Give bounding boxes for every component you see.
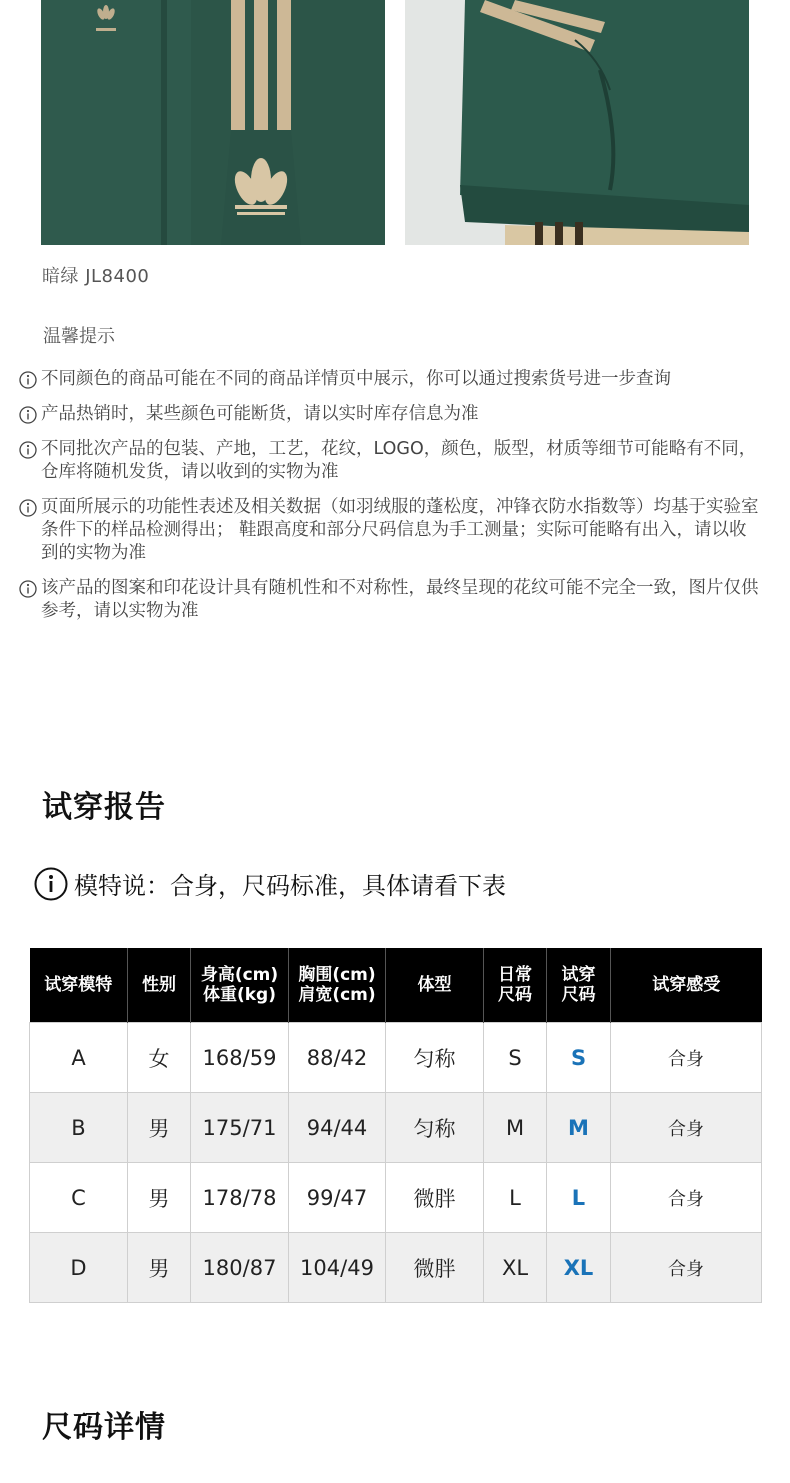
notice-title: 温馨提示 [43,326,115,347]
notice-item [17,496,762,565]
notice-item [17,438,762,484]
info-circle-icon [34,867,68,901]
notice-list [17,368,762,635]
cell-model: A [30,1023,128,1093]
cell-feeling: 合身 [611,1163,762,1233]
cell-height-weight: 175/71 [191,1093,289,1163]
model-says-text: 模特说：合身，尺码标准，具体请看下表 [74,872,506,900]
cell-feeling: 合身 [611,1233,762,1303]
cell-model: D [30,1233,128,1303]
notice-text: 该产品的图案和印花设计具有随机性和不对称性，最终呈现的花纹可能不完全一致，图片仅供参考，请以实物为准 [41,578,759,621]
cell-height-weight: 168/59 [191,1023,289,1093]
cell-body-type: 微胖 [386,1233,484,1303]
cell-height-weight: 180/87 [191,1233,289,1303]
size-details-title: 尺码详情 [42,1410,166,1445]
header-gender: 性别 [128,948,191,1023]
cell-height-weight: 178/78 [191,1163,289,1233]
model-says [34,866,506,901]
cell-body-type: 微胖 [386,1163,484,1233]
info-circle-icon [19,371,37,389]
cell-model: C [30,1163,128,1233]
info-circle-icon [19,580,37,598]
cell-usual-size: S [484,1023,547,1093]
cell-chest-shoulder: 99/47 [289,1163,386,1233]
notice-text: 页面所展示的功能性表述及相关数据（如羽绒服的蓬松度，冲锋衣防水指数等）均基于实验室条件下的样品检测得出； 鞋跟高度和部分尺码信息为手工测量；实际可能略有出入，请以收到的实物为准 [41,497,759,563]
table-row [30,1233,762,1303]
cell-body-type: 匀称 [386,1023,484,1093]
header-feeling: 试穿感受 [611,948,762,1023]
info-circle-icon [19,406,37,424]
notice-text: 不同颜色的商品可能在不同的商品详情页中展示，你可以通过搜索货号进一步查询 [41,369,671,389]
header-usual-size: 日常 尺码 [484,948,547,1023]
product-color-code: 暗绿 JL8400 [42,266,150,287]
product-photo-side [405,0,749,245]
cell-tried-size: M [547,1093,611,1163]
fit-report-title: 试穿报告 [42,790,166,825]
cell-feeling: 合身 [611,1023,762,1093]
table-row [30,1093,762,1163]
header-height-weight: 身高(cm) 体重(kg) [191,948,289,1023]
cell-gender: 女 [128,1023,191,1093]
cell-usual-size: L [484,1163,547,1233]
cell-tried-size: XL [547,1233,611,1303]
cell-gender: 男 [128,1163,191,1233]
cell-chest-shoulder: 104/49 [289,1233,386,1303]
table-row [30,1163,762,1233]
cell-feeling: 合身 [611,1093,762,1163]
cell-gender: 男 [128,1233,191,1303]
header-tried-size: 试穿 尺码 [547,948,611,1023]
cell-chest-shoulder: 88/42 [289,1023,386,1093]
cell-chest-shoulder: 94/44 [289,1093,386,1163]
info-circle-icon [19,441,37,459]
header-body-type: 体型 [386,948,484,1023]
product-photo-front [41,0,385,245]
cell-usual-size: XL [484,1233,547,1303]
cell-model: B [30,1093,128,1163]
table-row [30,1023,762,1093]
notice-item [17,368,762,391]
notice-text: 产品热销时，某些颜色可能断货，请以实时库存信息为准 [41,404,479,424]
header-chest-shoulder: 胸围(cm) 肩宽(cm) [289,948,386,1023]
cell-tried-size: L [547,1163,611,1233]
table-header-row [30,948,762,1023]
notice-text: 不同批次产品的包装、产地，工艺，花纹，LOGO，颜色，版型，材质等细节可能略有不同，仓库将随机发货，请以收到的实物为准 [41,439,757,482]
header-model: 试穿模特 [30,948,128,1023]
fit-report-table [29,948,762,1303]
cell-body-type: 匀称 [386,1093,484,1163]
notice-item [17,577,762,623]
cell-tried-size: S [547,1023,611,1093]
notice-item [17,403,762,426]
cell-gender: 男 [128,1093,191,1163]
info-circle-icon [19,499,37,517]
cell-usual-size: M [484,1093,547,1163]
